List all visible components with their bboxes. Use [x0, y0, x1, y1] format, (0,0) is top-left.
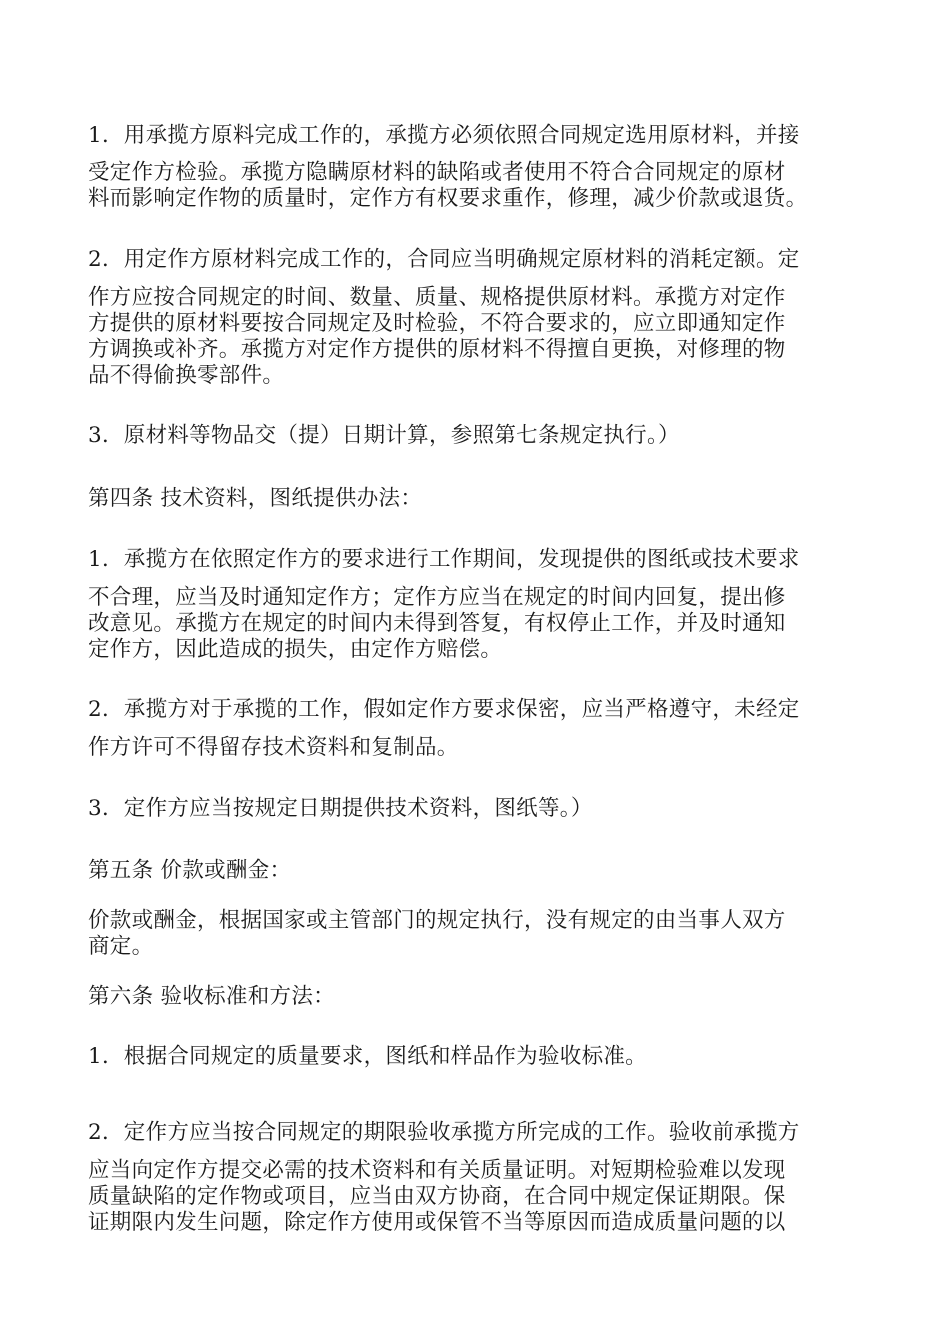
- paragraph-2-1: 2．用定作方原材料完成工作的，合同应当明确规定原材料的消耗定额。定: [88, 247, 800, 272]
- paragraph-4-3: 3．定作方应当按规定日期提供技术资料，图纸等。）: [88, 796, 593, 821]
- paragraph-4-2-1: 2．承揽方对于承揽的工作，假如定作方要求保密，应当严格遵守，未经定: [88, 697, 800, 722]
- paragraph-6-2-2: 应当向定作方提交必需的技术资料和有关质量证明。对短期检验难以发现 质量缺陷的定作物或项目，应当由双方协商，在合同中规定保证期限。保 证期限内发生问题，除定作方使用或保管不当等原因而造成质量问题的以: [88, 1158, 786, 1235]
- paragraph-3: 3．原材料等物品交（提）日期计算，参照第七条规定执行。）: [88, 423, 680, 448]
- paragraph-2-2: 作方应按合同规定的时间、数量、质量、规格提供原材料。承揽方对定作 方提供的原材料要按合同规定及时检验，不符合要求的，应立即通知定作 方调换或补齐。承揽方对定作方提供的原材料不得擅自更换，对修理的物 品不得偷换零部件。: [88, 285, 786, 388]
- paragraph-4-1-2: 不合理，应当及时通知定作方；定作方应当在规定的时间内回复，提出修 改意见。承揽方在规定的时间内未得到答复，有权停止工作，并及时通知 定作方，因此造成的损失，由定作方赔偿。: [88, 585, 786, 662]
- paragraph-1-2: 受定作方检验。承揽方隐瞒原材料的缺陷或者使用不符合合同规定的原材 料而影响定作物的质量时，定作方有权要求重作，修理，减少价款或退货。: [88, 160, 808, 211]
- paragraph-6-1: 1．根据合同规定的质量要求，图纸和样品作为验收标准。: [88, 1044, 647, 1069]
- section-heading-5: 第五条 价款或酬金：: [88, 858, 292, 883]
- paragraph-1-1: 1．用承揽方原料完成工作的，承揽方必须依照合同规定选用原材料，并接: [88, 123, 800, 148]
- paragraph-6-2-1: 2．定作方应当按合同规定的期限验收承揽方所完成的工作。验收前承揽方: [88, 1120, 800, 1145]
- paragraph-4-2-2: 作方许可不得留存技术资料和复制品。: [88, 735, 459, 760]
- paragraph-4-1-1: 1．承揽方在依照定作方的要求进行工作期间，发现提供的图纸或技术要求: [88, 547, 800, 572]
- paragraph-5: 价款或酬金，根据国家或主管部门的规定执行，没有规定的由当事人双方 商定。: [88, 908, 786, 959]
- section-heading-4: 第四条 技术资料，图纸提供办法：: [88, 486, 423, 511]
- section-heading-6: 第六条 验收标准和方法：: [88, 984, 335, 1009]
